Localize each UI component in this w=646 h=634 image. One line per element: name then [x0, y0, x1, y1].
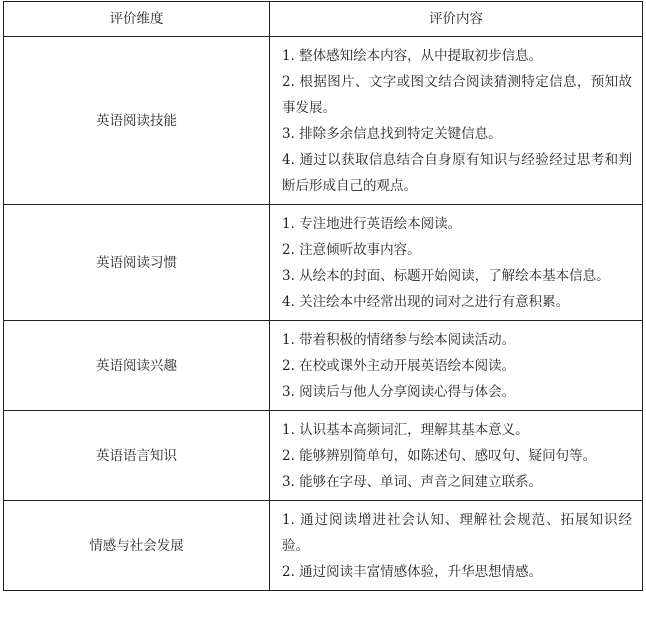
header-row: [4, 2, 643, 37]
content-item: 3. 能够在字母、单词、声音之间建立联系。: [282, 474, 543, 490]
table-row: [4, 501, 643, 591]
table-row: [4, 205, 643, 321]
content-cell: [270, 411, 643, 501]
content-item: 4. 通过以获取信息结合自身原有知识与经验经过思考和判断后形成自己的观点。: [282, 152, 632, 194]
content-cell: [270, 37, 643, 205]
content-item: 3. 排除多余信息找到特定关键信息。: [282, 126, 502, 142]
content-item: 1. 整体感知绘本内容，从中提取初步信息。: [282, 48, 543, 64]
content-item: 1. 通过阅读增进社会认知、理解社会规范、拓展知识经验。: [282, 512, 632, 554]
content-item: 2. 根据图片、文字或图文结合阅读猜测特定信息，预知故事发展。: [282, 74, 632, 116]
content-item: 1. 专注地进行英语绘本阅读。: [282, 216, 462, 232]
content-item: 1. 认识基本高频词汇，理解其基本意义。: [282, 422, 529, 438]
dimension-cell: 英语语言知识: [4, 411, 270, 501]
table-row: [4, 37, 643, 205]
content-cell: [270, 501, 643, 591]
content-item: 2. 在校或课外主动开展英语绘本阅读。: [282, 358, 516, 374]
content-item: 1. 带着积极的情绪参与绘本阅读活动。: [282, 332, 516, 348]
dimension-cell: 英语阅读兴趣: [4, 321, 270, 411]
table-row: [4, 321, 643, 411]
header-dimension: 评价维度: [4, 2, 270, 37]
dimension-cell: 英语阅读习惯: [4, 205, 270, 321]
content-cell: [270, 205, 643, 321]
content-item: 3. 阅读后与他人分享阅读心得与体会。: [282, 384, 516, 400]
dimension-cell: 英语阅读技能: [4, 37, 270, 205]
table-row: [4, 411, 643, 501]
content-item: 4. 关注绘本中经常出现的词对之进行有意积累。: [282, 294, 570, 310]
content-cell: [270, 321, 643, 411]
evaluation-table: [3, 1, 643, 591]
dimension-cell: 情感与社会发展: [4, 501, 270, 591]
content-item: 2. 通过阅读丰富情感体验，升华思想情感。: [282, 564, 543, 580]
header-content: 评价内容: [270, 2, 643, 37]
content-item: 3. 从绘本的封面、标题开始阅读，了解绘本基本信息。: [282, 268, 610, 284]
content-item: 2. 注意倾听故事内容。: [282, 242, 421, 258]
content-item: 2. 能够辨别简单句，如陈述句、感叹句、疑问句等。: [282, 448, 597, 464]
